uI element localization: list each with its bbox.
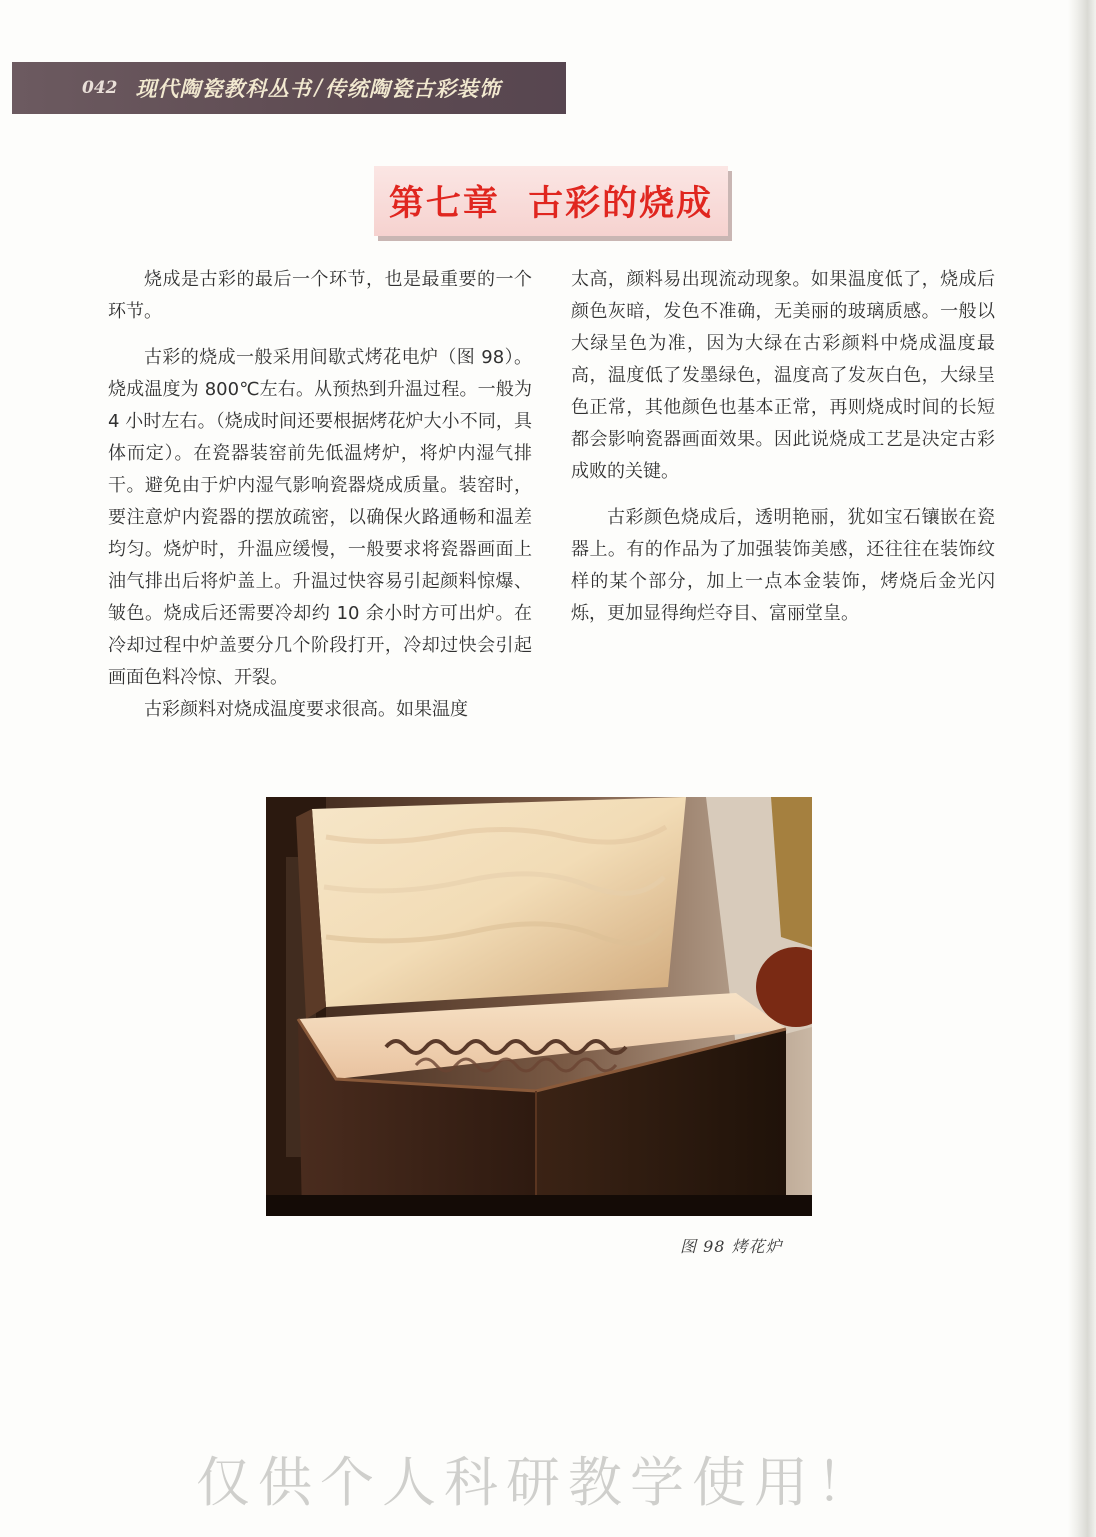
chapter-heading-box	[374, 166, 728, 236]
paragraph: 古彩颜料对烧成温度要求很高。如果温度	[144, 699, 468, 720]
book-title: 传统陶瓷古彩装饰	[324, 77, 501, 101]
running-header	[12, 62, 566, 114]
watermark-text: 仅供个人科研教学使用！	[196, 1451, 878, 1514]
paragraph: 太高，颜料易出现流动现象。如果温度低了，烧成后颜色灰暗，发色不准确，无美丽的玻璃质感。一般以大绿呈色为准，因为大绿在古彩颜料中烧成温度最高，温度低了发墨绿色，温度高了发灰白色，大绿呈色正常，其他颜色也基本正常，再则烧成时间的长短都会影响瓷器画面效果。因此说烧成工艺是决定古彩成败的关键。	[571, 269, 995, 482]
right-text-column	[571, 264, 995, 630]
kiln-photo	[266, 797, 812, 1216]
left-text-column	[108, 264, 532, 726]
paragraph: 古彩的烧成一般采用间歇式烤花电炉（图 98）。烧成温度为 800℃左右。从预热到升温过程。一般为 4 小时左右。（烧成时间还要根据烤花炉大小不同，具体而定）。在瓷器装窑前先低温烤炉，将炉内湿气排干。避免由于炉内湿气影响瓷器烧成质量。装窑时，要注意炉内瓷器的摆放疏密，以确保火路通畅和温差均匀。烧炉时，升温应缓慢，一般要求将瓷器画面上油气排出后将炉盖上。升温过快容易引起颜料惊爆、皱色。烧成后还需要冷却约 10 余小时方可出炉。在冷却过程中炉盖要分几个阶段打开，冷却过快会引起画面色料冷惊、开裂。	[108, 347, 532, 688]
page-edge-shadow	[1068, 0, 1096, 1537]
paragraph: 古彩颜色烧成后，透明艳丽，犹如宝石镶嵌在瓷器上。有的作品为了加强装饰美感，还往往在装饰纹样的某个部分，加上一点本金装饰，烤烧后金光闪烁，更加显得绚烂夺目、富丽堂皇。	[571, 507, 995, 624]
figure-caption: 图 98 烤花炉	[680, 1237, 783, 1256]
kiln-photo-illustration	[266, 797, 812, 1216]
header-separator: /	[314, 75, 322, 101]
paragraph: 烧成是古彩的最后一个环节，也是最重要的一个环节。	[108, 269, 532, 322]
page-number: 042	[82, 78, 118, 98]
series-title: 现代陶瓷教科丛书	[135, 77, 312, 101]
chapter-title: 第七章 古彩的烧成	[388, 184, 714, 224]
